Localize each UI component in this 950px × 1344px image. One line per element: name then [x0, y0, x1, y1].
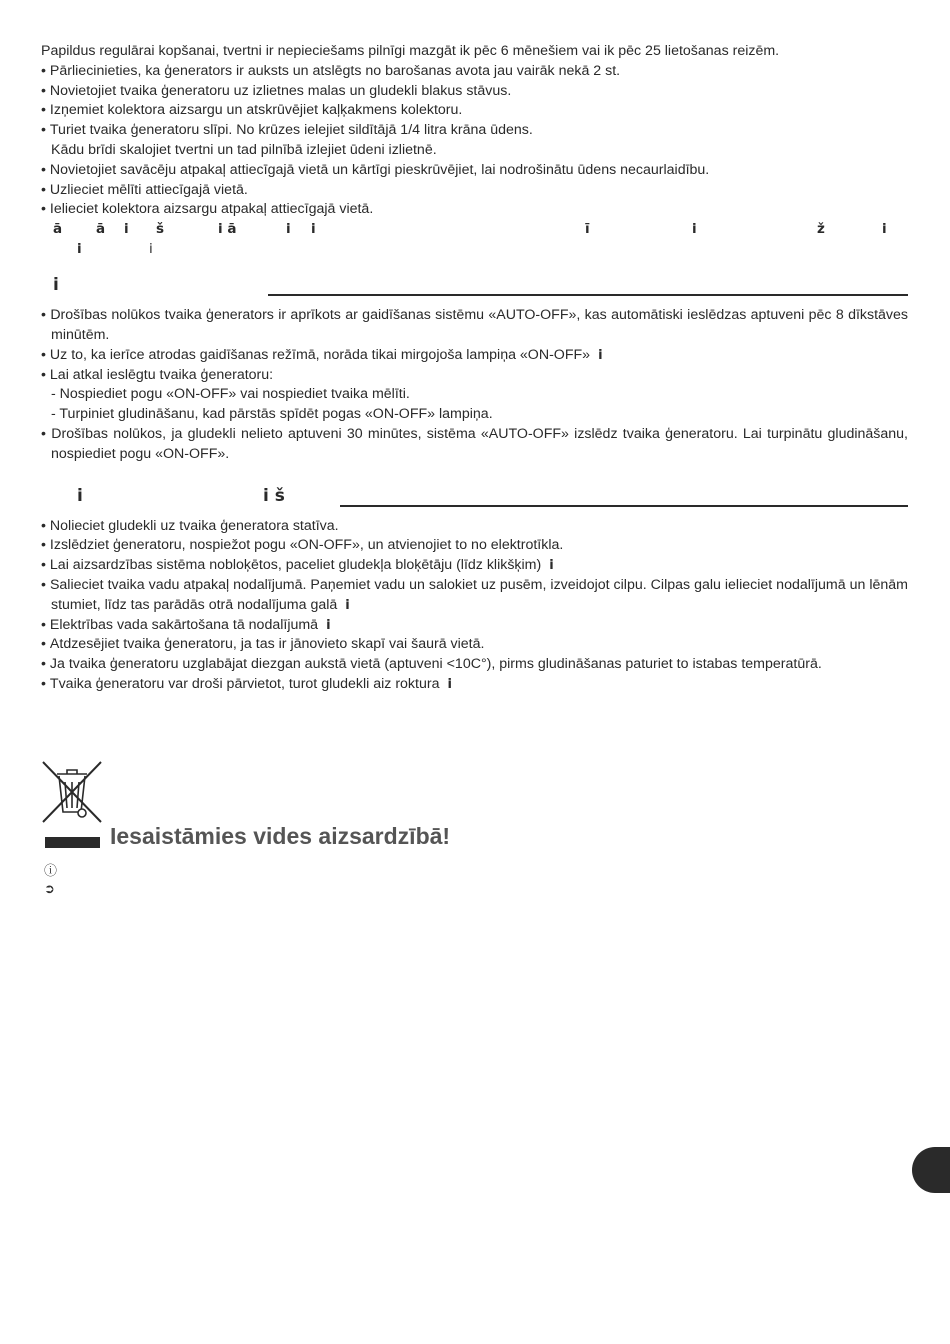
warning-fragment: i [124, 221, 129, 238]
section-heading-part: i š [263, 485, 285, 506]
auto-off-heading [41, 270, 908, 298]
warning-fragment: ā [96, 221, 106, 238]
list-subitem: - Nospiediet pogu «ON-OFF» vai nospiediet tvaika mēlīti. [41, 385, 908, 405]
figure-reference: i [549, 558, 554, 574]
list-item: • Elektrības vada sakārtošana tā nodalījumā i [41, 616, 908, 636]
section-heading: i [53, 275, 59, 296]
figure-reference: i [326, 617, 331, 633]
warning-fragment: i [77, 241, 82, 258]
list-item: • Nolieciet gludekli uz tvaika ģeneratora statīva. [41, 517, 908, 537]
storage-heading [41, 481, 908, 509]
list-subitem: - Turpiniet gludināšanu, kad pārstās spīdēt pogas «ON-OFF» lampiņa. [41, 405, 908, 425]
environment-bar [45, 837, 100, 848]
warning-fragment: i ā [218, 221, 237, 238]
environment-title: Iesaistāmies vides aizsardzībā! [110, 823, 451, 849]
list-item: • Tvaika ģeneratoru var droši pārvietot, turot gludekli aiz roktura i [41, 675, 908, 695]
list-item: • Drošības nolūkos tvaika ģenerators ir aprīkots ar gaidīšanas sistēmu «AUTO-OFF», kas automātiski ieslēdzas aptuveni pēc 8 dīkstāves minūtēm. [41, 306, 908, 346]
heading-rule [268, 294, 908, 296]
list-item: • Turiet tvaika ģeneratoru slīpi. No krūzes ielejiet sildītājā 1/4 litra krāna ūdens. [41, 121, 908, 141]
bold-warning-line-2 [41, 240, 908, 260]
section-heading-part: i [77, 485, 83, 506]
page-tab [912, 1147, 950, 1193]
warning-fragment: i [311, 221, 316, 238]
warning-fragment: ā [53, 221, 63, 238]
warning-fragment: i [692, 221, 697, 238]
figure-reference: i [598, 347, 603, 363]
arrow-icon: ➲ [44, 881, 55, 896]
list-item: • Drošības nolūkos, ja gludekli nelieto aptuveni 30 minūtes, sistēma «AUTO-OFF» izslēdz tvaika ģeneratoru. Lai turpinātu gludināšanu, nospiediet pogu «ON-OFF». [41, 425, 908, 465]
list-item: • Novietojiet savācēju atpakaļ attiecīgajā vietā un kārtīgi pieskrūvējiet, lai nodrošinātu ūdens necaurlaidību. [41, 161, 908, 181]
list-item: • Pārliecinieties, ka ģenerators ir auksts un atslēgts no barošanas avota jau vairāk nekā 2 st. [41, 62, 908, 82]
list-item: • Izslēdziet ģeneratoru, nospiežot pogu «ON-OFF», un atvienojiet to no elektrotīkla. [41, 536, 908, 556]
list-item-continuation: Kādu brīdi skalojiet tvertni un tad pilnībā izlejiet ūdeni izlietnē. [51, 141, 437, 158]
cleaning-intro: Papildus regulārai kopšanai, tvertni ir nepieciešams pilnīgi mazgāt ik pēc 6 mēnešiem vai ik pēc 25 lietošanas reizēm. [41, 43, 780, 59]
list-item: • Ielieciet kolektora aizsargu atpakaļ attiecīgajā vietā. [41, 200, 908, 220]
info-icon: ⓘ [44, 863, 58, 878]
warning-fragment: ī [585, 221, 590, 238]
list-item: • Atdzesējiet tvaika ģeneratoru, ja tas ir jānovieto skapī vai šaurā vietā. [41, 635, 908, 655]
list-item: • Lai aizsardzības sistēma nobloķētos, paceliet gludekļa bloķētāju (līdz klikšķim) i [41, 556, 908, 576]
list-item: • Uzlieciet mēlīti attiecīgajā vietā. [41, 181, 908, 201]
warning-fragment: š [156, 221, 165, 238]
warning-fragment: i [149, 241, 153, 258]
document-body [41, 42, 908, 695]
figure-reference: i [345, 597, 350, 613]
list-item: • Uz to, ka ierīce atrodas gaidīšanas režīmā, norāda tikai mirgojoša lampiņa «ON-OFF» i [41, 346, 908, 366]
list-item: • Novietojiet tvaika ģeneratoru uz izlietnes malas un gludekli blakus stāvus. [41, 82, 908, 102]
list-item: • Ja tvaika ģeneratoru uzglabājat diezgan aukstā vietā (aptuveni <10C°), pirms gludināšanas paturiet to istabas temperatūrā. [41, 655, 908, 675]
heading-rule [340, 505, 908, 507]
figure-reference: i [447, 676, 452, 692]
warning-fragment: i [286, 221, 291, 238]
bold-warning-line-1 [41, 220, 908, 240]
warning-fragment: i [882, 221, 887, 238]
list-item: • Izņemiet kolektora aizsargu un atskrūvējiet kaļķakmens kolektoru. [41, 101, 908, 121]
list-item: • Lai atkal ieslēgtu tvaika ģeneratoru: [41, 366, 908, 386]
list-item: • Salieciet tvaika vadu atpakaļ nodalījumā. Paņemiet vadu un salokiet uz pusēm, izveidojot cilpu. Cilpas galu ielieciet nodalījumā un lēnām stumiet, līdz tas parādās otrā nodalījuma galā i [41, 576, 908, 616]
crossed-bin-icon [41, 760, 103, 824]
warning-fragment: ž [817, 221, 825, 238]
